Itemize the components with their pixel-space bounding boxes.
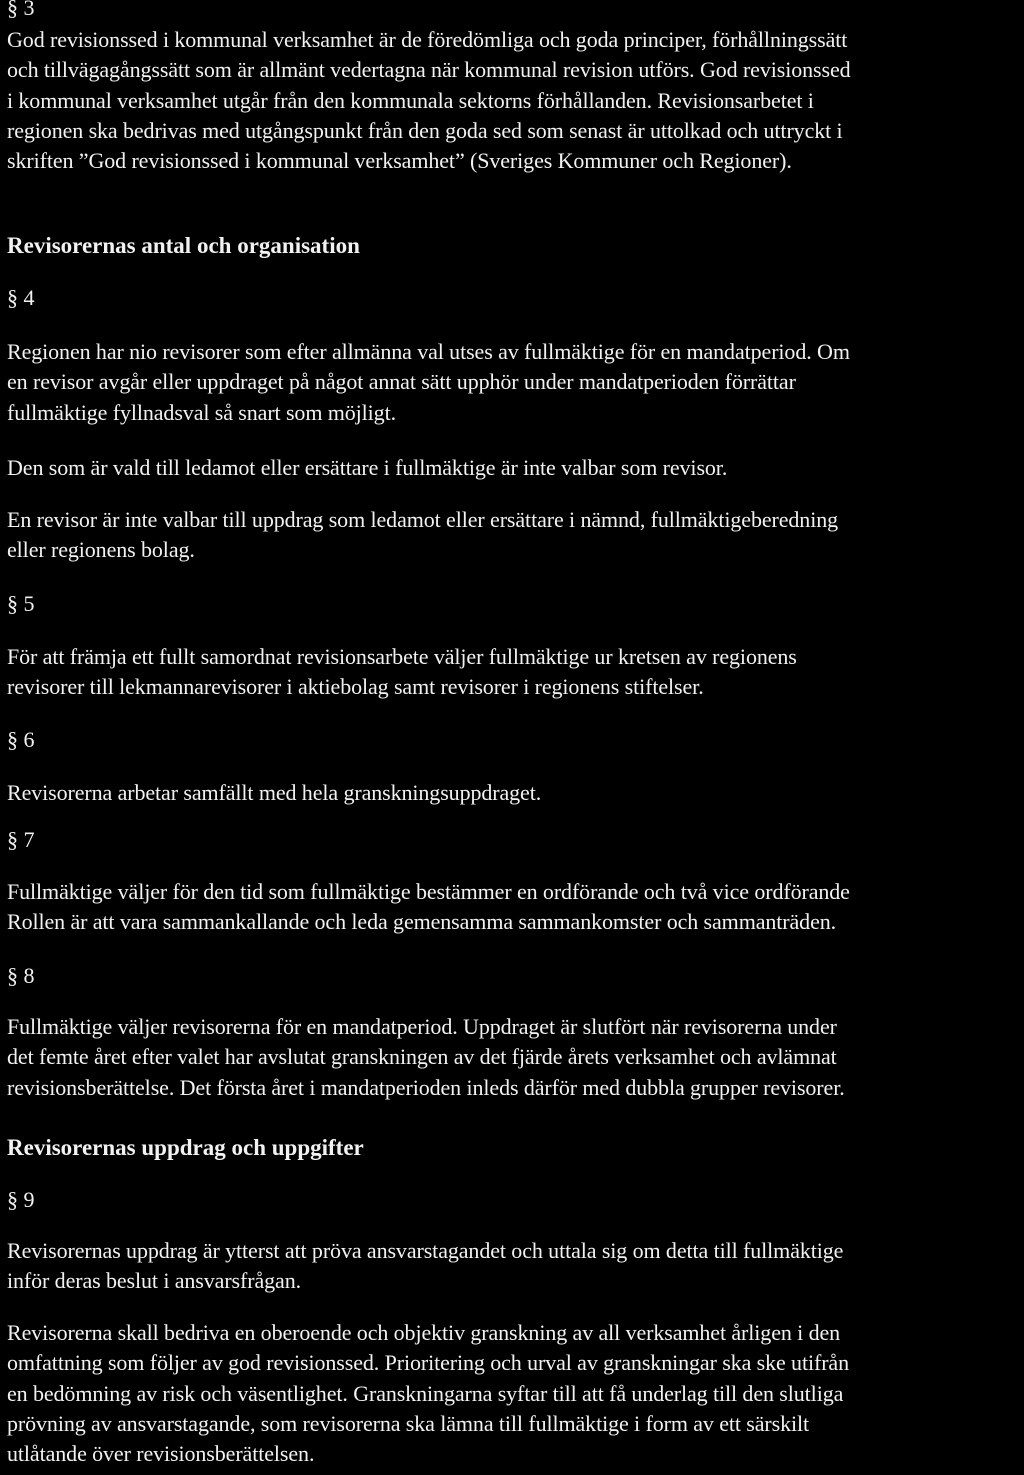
section-5-paragraph [7, 642, 797, 703]
text-line: En revisor är inte valbar till uppdrag som ledamot eller ersättare i nämnd, fullmäktigeberedning [7, 507, 839, 532]
text-line: Revisorernas uppdrag är ytterst att pröva ansvarstagandet och uttala sig om detta till fullmäktige [7, 1238, 844, 1263]
section-7-label: § 7 [7, 827, 35, 852]
text-line: Fullmäktige väljer för den tid som fullmäktige bestämmer en ordförande och två vice ordförande [7, 879, 850, 904]
heading-antal-organisation: Revisorernas antal och organisation [7, 233, 360, 258]
text-line: Den som är vald till ledamot eller ersättare i fullmäktige är inte valbar som revisor. [7, 455, 728, 480]
section-4-label: § 4 [7, 285, 35, 310]
section-9-paragraph-2 [7, 1318, 849, 1469]
section-6-paragraph [7, 778, 541, 808]
text-line: revisorer till lekmannarevisorer i aktiebolag samt revisorer i regionens stiftelser. [7, 674, 704, 700]
section-9-paragraph-1 [7, 1236, 843, 1297]
section-6-label: § 6 [7, 727, 35, 752]
text-line: eller regionens bolag. [7, 537, 195, 563]
text-line: prövning av ansvarstagande, som revisorerna ska lämna till fullmäktige i form av ett särskilt [7, 1410, 810, 1436]
text-line: Revisorerna arbetar samfällt med hela granskningsuppdraget. [7, 780, 542, 805]
text-line: Fullmäktige väljer revisorerna för en mandatperiod. Uppdraget är slutfört när revisorerna under [7, 1014, 837, 1039]
text-line: Rollen är att vara sammankallande och leda gemensamma sammankomster och sammanträden. [7, 909, 837, 935]
section-4-paragraph-2 [7, 453, 727, 483]
text-line: utlåtande över revisionsberättelsen. [7, 1441, 315, 1467]
text-line: omfattning som följer av god revisionssed. Prioritering och urval av granskningar ska ske utifrån [7, 1350, 849, 1376]
text-line: För att främja ett fullt samordnat revisionsarbete väljer fullmäktige ur kretsen av regionens [7, 644, 797, 669]
text-line: skriften ”God revisionssed i kommunal verksamhet” (Sveriges Kommuner och Regioner). [7, 148, 792, 174]
text-line: inför deras beslut i ansvarsfrågan. [7, 1268, 302, 1294]
text-line: revisionsberättelse. Det första året i mandatperioden inleds därför med dubbla grupper revisorer. [7, 1074, 845, 1100]
section-5-label: § 5 [7, 591, 35, 616]
section-3-label: § 3 [7, 0, 35, 20]
text-line: Regionen har nio revisorer som efter allmänna val utses av fullmäktige för en mandatperiod. Om [7, 339, 850, 364]
text-line: Revisorerna skall bedriva en oberoende och objektiv granskning av all verksamhet årligen i den [7, 1320, 841, 1345]
text-line: en revisor avgår eller uppdraget på något annat sätt upphör under mandatperioden förrättar [7, 369, 796, 395]
text-line: God revisionssed i kommunal verksamhet är de föredömliga och goda principer, förhållningssätt [7, 27, 848, 52]
text-line: det femte året efter valet har avslutat granskningen av det fjärde årets verksamhet och avlämnat [7, 1044, 837, 1070]
section-7-paragraph [7, 877, 850, 938]
section-4-paragraph-1 [7, 337, 850, 428]
text-line: fullmäktige fyllnadsval så snart som möjligt. [7, 399, 396, 425]
text-line: regionen ska bedrivas med utgångspunkt från den goda sed som senast är uttolkad och uttryckt i [7, 117, 843, 143]
text-line: en bedömning av risk och väsentlighet. Granskningarna syftar till att få underlag till den slutliga [7, 1380, 844, 1406]
section-9-label: § 9 [7, 1187, 35, 1212]
section-8-paragraph [7, 1012, 845, 1103]
section-8-label: § 8 [7, 963, 35, 988]
text-line: och tillvägagångssätt som är allmänt vedertagna när kommunal revision utförs. God revisionssed [7, 57, 851, 83]
section-4-paragraph-3 [7, 505, 838, 566]
text-line: i kommunal verksamhet utgår från den kommunala sektorns förhållanden. Revisionsarbetet i [7, 87, 814, 113]
heading-uppdrag-uppgifter: Revisorernas uppdrag och uppgifter [7, 1135, 364, 1160]
section-3-paragraph [7, 25, 851, 176]
